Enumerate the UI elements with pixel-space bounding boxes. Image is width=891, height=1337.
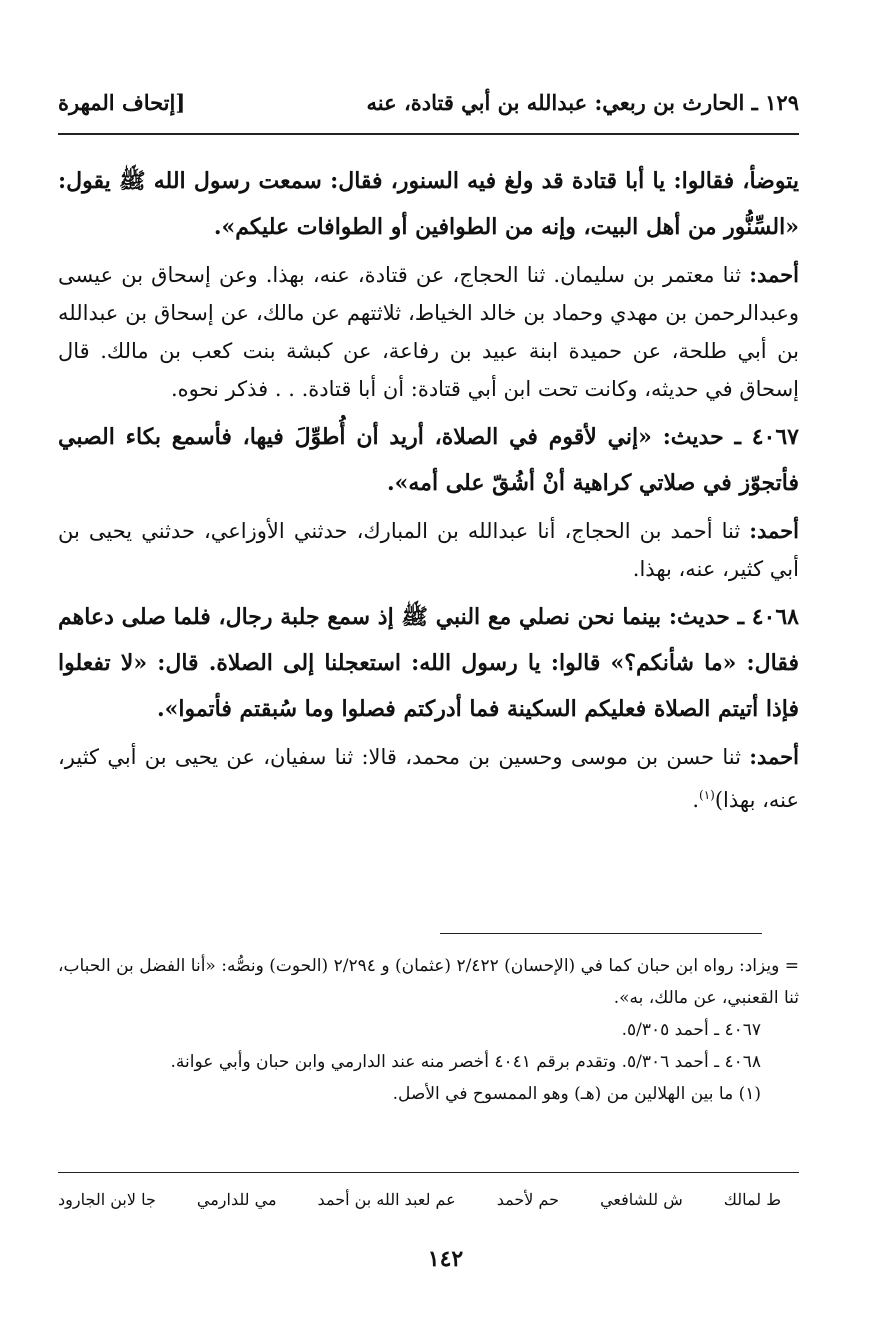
isnad-source: أحمد: xyxy=(749,262,799,287)
abbr-shafii: ش للشافعي xyxy=(600,1190,683,1209)
abbreviations-rule xyxy=(58,1172,799,1173)
abbreviations-legend xyxy=(58,1190,781,1209)
hadith-4068: ٤٠٦٨ ـ حديث: بينما نحن نصلي مع النبي ﷺ إذ سمع جلبة رجال، فلما صلى دعاهم فقال: «ما شأنكم؟» قالوا: يا رسول الله: استعجلنا إلى الصلاة. قال: «لا تفعلوا فإذا أتيتم الصلاة فعليكم السكينة فما أدركتم فصلوا وما سُبقتم فأتموا». xyxy=(58,604,799,722)
footnote-marker: (١) xyxy=(699,788,715,802)
running-header xyxy=(58,82,799,122)
main-text xyxy=(58,158,799,819)
isnad-source: أحمد: xyxy=(749,744,799,769)
isnad-paragraph xyxy=(58,512,799,588)
footnote-separator xyxy=(440,933,762,934)
isnad-paragraph xyxy=(58,256,799,408)
isnad-end: . xyxy=(692,788,700,812)
footnote-1: (١) ما بين الهلالين من (هـ) وهو الممسوح في الأصل. xyxy=(392,1084,761,1104)
abbr-darimi: مي للدارمي xyxy=(196,1190,277,1209)
header-rule xyxy=(58,133,799,135)
isnad-source: أحمد: xyxy=(749,518,799,543)
isnad-text: ثنا حسن بن موسى وحسين بن محمد، قالا: ثنا سفيان، عن يحيى بن أبي كثير، عنه، بهذا) xyxy=(58,745,799,812)
hadith-text: يتوضأ، فقالوا: يا أبا قتادة قد ولغ فيه السنور، فقال: سمعت رسول الله ﷺ يقول: «السِّنُّور من أهل البيت، وإنه من الطوافين أو الطوافات عليكم». xyxy=(58,168,799,240)
isnad-text: ثنا معتمر بن سليمان. ثنا الحجاج، عن قتادة، عنه، بهذا. وعن إسحاق بن عيسى وعبدالرحمن بن مهدي وحماد بن خالد الخياط، ثلاثتهم عن مالك، عن إسحاق بن عبدالله بن أبي طلحة، عن حميدة ابنة عبيد بن رفاعة، عن كبشة بنت كعب بن مالك. قال إسحاق في حديثه، وكانت تحت ابن أبي قتادة: أن أبا قتادة. . . فذكر نحوه. xyxy=(58,263,799,401)
hadith-4067: ٤٠٦٧ ـ حديث: «إني لأقوم في الصلاة، أريد أن أُطوِّلَ فيها، فأسمع بكاء الصبي فأتجوّز في صلاتي كراهية أنْ أشُقّ على أمه». xyxy=(58,424,799,496)
footnotes xyxy=(58,950,799,1110)
abbr-ahmad: حم لأحمد xyxy=(496,1190,560,1209)
isnad-paragraph xyxy=(58,738,799,819)
footnote-4067: ٤٠٦٧ ـ أحمد ٥/٣٠٥. xyxy=(621,1020,761,1040)
page-number: ١٤٢ xyxy=(427,1246,464,1272)
footnote-continued: = ويزاد: رواه ابن حبان كما في (الإحسان) ٢/٤٢٢ (عثمان) و ٢/٢٩٤ (الحوت) ونصُّه: «أنا الفضل بن الحباب، ثنا القعنبي، عن مالك، به». xyxy=(58,956,800,1008)
abbr-jarud: جا لابن الجارود xyxy=(58,1190,156,1209)
abbr-abdullah: عم لعبد الله بن أحمد xyxy=(317,1190,456,1209)
section-title: ١٢٩ ـ الحارث بن ربعي: عبدالله بن أبي قتادة، عنه xyxy=(366,89,799,115)
abbr-malik: ط لمالك xyxy=(723,1190,781,1209)
isnad-text: ثنا أحمد بن الحجاج، أنا عبدالله بن المبارك، حدثني الأوزاعي، حدثني يحيى بن أبي كثير، عنه، بهذا. xyxy=(58,519,799,581)
footnote-4068: ٤٠٦٨ ـ أحمد ٥/٣٠٦. وتقدم برقم ٤٠٤١ أخصر منه عند الدارمي وابن حبان وأبي عوانة. xyxy=(170,1052,761,1072)
book-reference: [إتحاف المهرة xyxy=(58,89,186,115)
